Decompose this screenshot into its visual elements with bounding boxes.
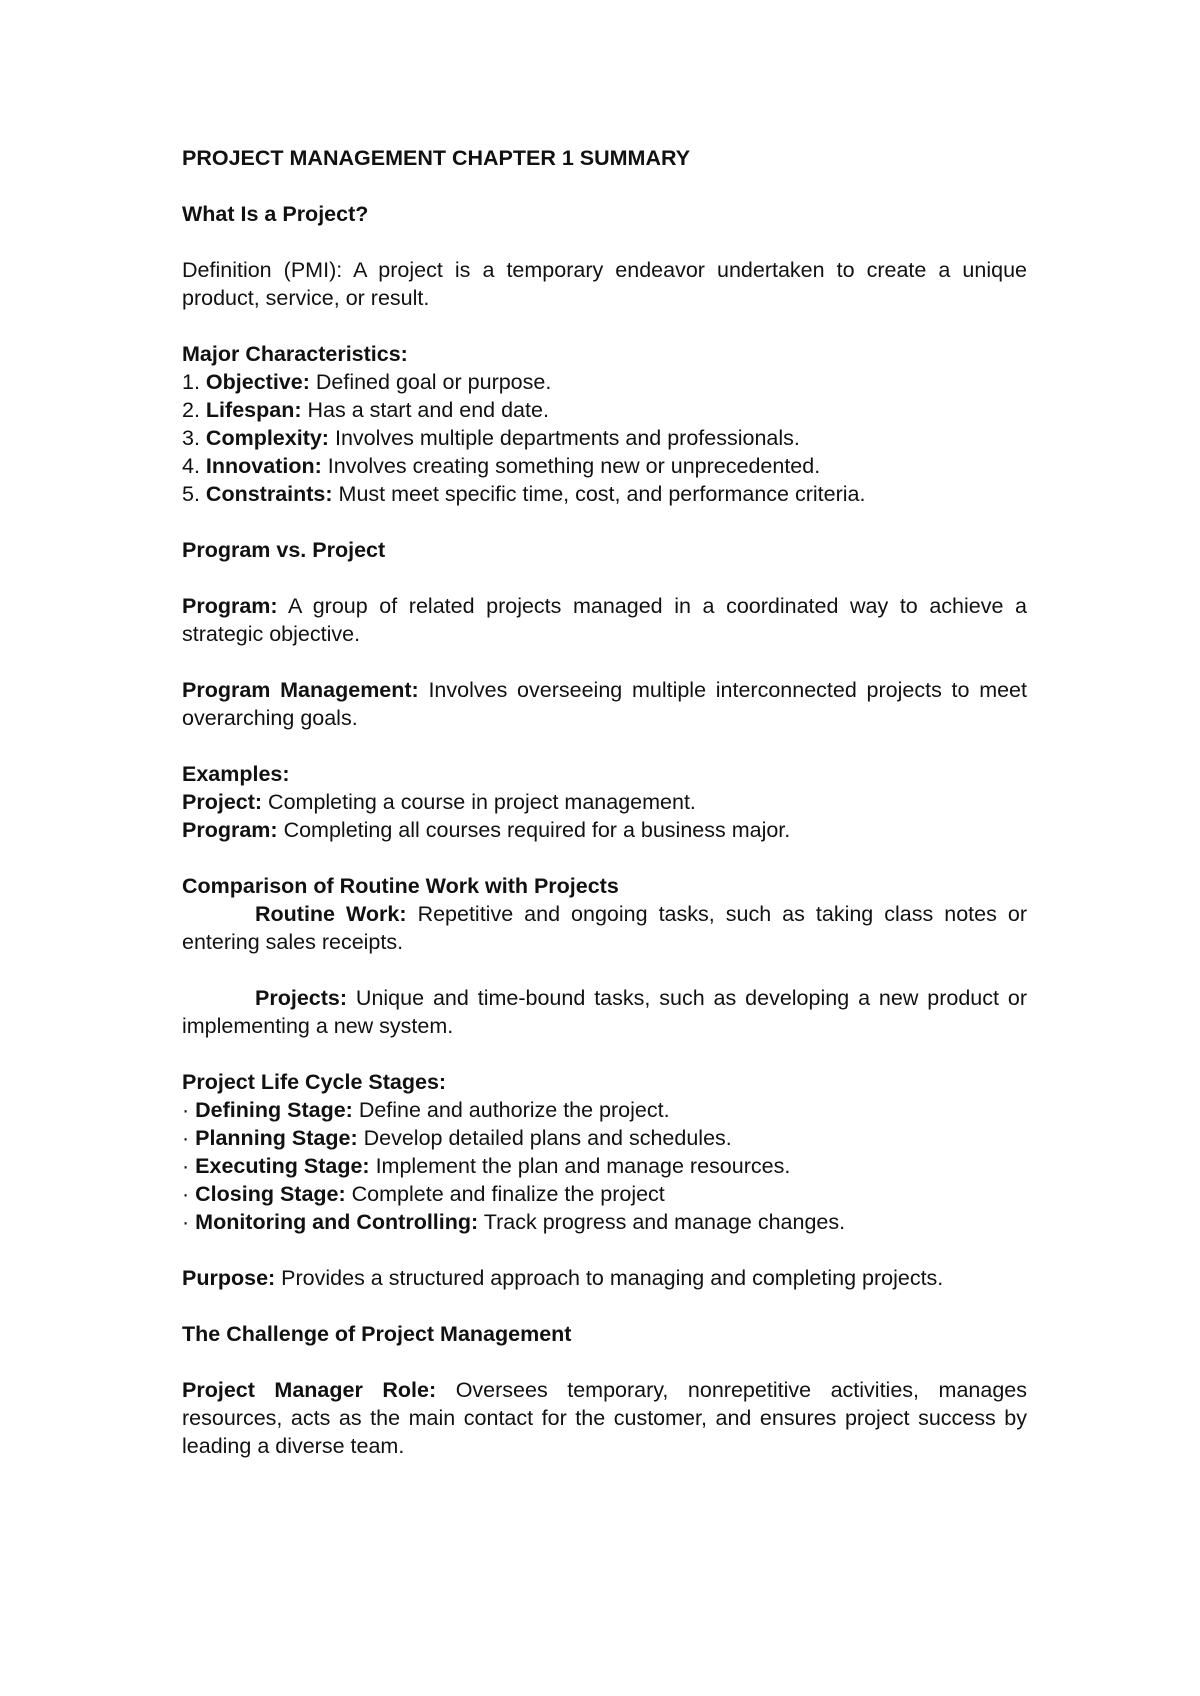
item-term: Lifespan: — [205, 398, 302, 422]
example-program-text: Completing all courses required for a business major. — [283, 818, 791, 842]
program-management-term: Program Management: — [182, 678, 419, 702]
routine-work-term: Routine Work: — [255, 902, 407, 926]
item-number: 3. — [182, 426, 200, 450]
program-term: Program: — [182, 594, 278, 618]
bullet: · — [182, 1126, 190, 1150]
stage-text: Define and authorize the project. — [358, 1098, 670, 1122]
purpose-term: Purpose: — [182, 1266, 276, 1290]
example-program-term: Program: — [182, 818, 278, 842]
item-number: 1. — [182, 370, 200, 394]
heading-major-characteristics: Major Characteristics: — [182, 342, 408, 366]
life-cycle-item — [182, 1208, 1027, 1236]
stage-term: Planning Stage: — [195, 1126, 358, 1150]
purpose-statement — [182, 1264, 1027, 1292]
program-definition — [182, 592, 1027, 648]
example-project-term: Project: — [182, 790, 263, 814]
document-title: PROJECT MANAGEMENT CHAPTER 1 SUMMARY — [182, 146, 691, 170]
routine-work-text: Repetitive and ongoing tasks, such as taking class notes or entering sales receipts. — [182, 902, 1027, 954]
heading-comparison: Comparison of Routine Work with Projects — [182, 874, 619, 898]
bullet: · — [182, 1182, 190, 1206]
stage-text: Implement the plan and manage resources. — [375, 1154, 791, 1178]
item-number: 5. — [182, 482, 200, 506]
item-number: 4. — [182, 454, 200, 478]
life-cycle-item — [182, 1152, 1027, 1180]
examples-section — [182, 760, 1027, 844]
life-cycle-item — [182, 1124, 1027, 1152]
program-text: A group of related projects managed in a coordinated way to achieve a strategic objective. — [182, 594, 1027, 646]
item-term: Innovation: — [205, 454, 322, 478]
program-management-definition — [182, 676, 1027, 732]
bullet: · — [182, 1098, 190, 1122]
item-number: 2. — [182, 398, 200, 422]
life-cycle-item — [182, 1180, 1027, 1208]
characteristic-item — [182, 480, 1027, 508]
heading-examples: Examples: — [182, 762, 290, 786]
item-text: Must meet specific time, cost, and performance criteria. — [338, 482, 866, 506]
item-text: Defined goal or purpose. — [315, 370, 552, 394]
example-project-text: Completing a course in project management. — [268, 790, 696, 814]
bullet: · — [182, 1154, 190, 1178]
project-manager-role-text: Oversees temporary, nonrepetitive activities, manages resources, acts as the main contact for the customer, and ensures project success by leading a diverse team. — [182, 1378, 1027, 1458]
heading-program-vs-project: Program vs. Project — [182, 538, 386, 562]
characteristic-item — [182, 424, 1027, 452]
item-term: Objective: — [205, 370, 310, 394]
life-cycle-section — [182, 1068, 1027, 1236]
stage-term: Executing Stage: — [195, 1154, 370, 1178]
stage-term: Defining Stage: — [195, 1098, 353, 1122]
stage-text: Develop detailed plans and schedules. — [363, 1126, 732, 1150]
item-term: Complexity: — [205, 426, 329, 450]
example-program — [182, 816, 1027, 844]
project-manager-role — [182, 1376, 1027, 1460]
project-manager-role-term: Project Manager Role: — [182, 1378, 437, 1402]
program-management-text: Involves overseeing multiple interconnected projects to meet overarching goals. — [182, 678, 1027, 730]
heading-life-cycle: Project Life Cycle Stages: — [182, 1070, 447, 1094]
projects-text: Unique and time-bound tasks, such as developing a new product or implementing a new system. — [182, 986, 1027, 1038]
stage-text: Complete and finalize the project — [351, 1182, 665, 1206]
comparison-section — [182, 872, 1027, 1040]
heading-challenge: The Challenge of Project Management — [182, 1322, 572, 1346]
item-term: Constraints: — [205, 482, 333, 506]
characteristic-item — [182, 396, 1027, 424]
heading-what-is-a-project: What Is a Project? — [182, 202, 369, 226]
projects-term: Projects: — [255, 986, 348, 1010]
characteristic-item — [182, 452, 1027, 480]
bullet: · — [182, 1210, 190, 1234]
life-cycle-item — [182, 1096, 1027, 1124]
example-project — [182, 788, 1027, 816]
item-text: Involves creating something new or unprecedented. — [327, 454, 821, 478]
stage-term: Monitoring and Controlling: — [195, 1210, 479, 1234]
characteristic-item — [182, 368, 1027, 396]
purpose-text: Provides a structured approach to managing and completing projects. — [281, 1266, 944, 1290]
project-definition: Definition (PMI): A project is a temporary endeavor undertaken to create a unique product, service, or result. — [182, 258, 1027, 310]
item-text: Has a start and end date. — [307, 398, 549, 422]
routine-work-definition — [182, 900, 1027, 956]
document-content — [182, 144, 1027, 1460]
projects-definition — [182, 984, 1027, 1040]
stage-text: Track progress and manage changes. — [483, 1210, 846, 1234]
characteristics-section — [182, 340, 1027, 508]
item-text: Involves multiple departments and professionals. — [334, 426, 800, 450]
stage-term: Closing Stage: — [195, 1182, 346, 1206]
